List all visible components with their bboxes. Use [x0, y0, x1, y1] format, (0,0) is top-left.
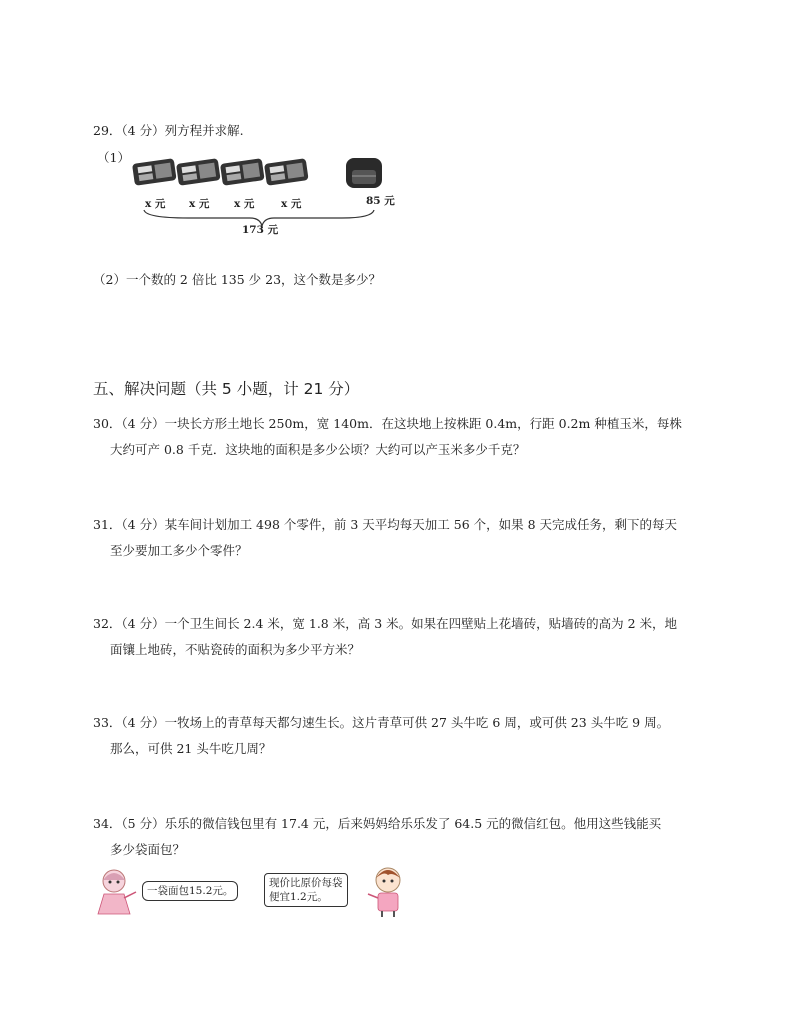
q33-line2: 那么，可供 21 头牛吃几周？: [110, 741, 272, 756]
calc-price-label-3: x 元: [234, 198, 255, 210]
calculator-icon: [264, 158, 309, 186]
total-price-label: 173 元: [242, 224, 279, 236]
bubble-left-text: 一袋面包15.2元。: [147, 885, 234, 897]
calc-price-label-4: x 元: [281, 198, 302, 210]
q30-line2: 大约可产 0.8 千克．这块地的面积是多少公顷？大约可以产玉米多少千克？: [110, 442, 526, 457]
q32-line2: 面镶上地砖，不贴瓷砖的面积为多少平方米？: [110, 642, 361, 657]
speech-bubble-right: [264, 873, 348, 907]
q29-part2: （2）一个数的 2 倍比 135 少 23，这个数是多少？: [93, 272, 382, 287]
q33-line1: 33．（4 分）一牧场上的青草每天都匀速生长。这片青草可供 27 头牛吃 6 周，或可供 23 头牛吃 9 周。: [93, 715, 670, 730]
q30-line1: 30．（4 分）一块长方形土地长 250m，宽 140m．在这块地上按株距 0.4m，行距 0.2m 种植玉米，每株: [93, 416, 682, 431]
girl-icon: [92, 868, 142, 918]
q34-line2: 多少袋面包？: [110, 842, 186, 857]
bag-price-label: 85 元: [366, 195, 395, 207]
calc-price-label-2: x 元: [189, 198, 210, 210]
boy-icon: [362, 866, 412, 918]
q29-part1-label: （1）: [97, 150, 130, 165]
q31-line1: 31．（4 分）某车间计划加工 498 个零件，前 3 天平均每天加工 56 个，如果 8 天完成任务，剩下的每天: [93, 517, 678, 532]
calculator-icon: [176, 158, 221, 186]
girl-figure: [92, 868, 142, 918]
q32-line1: 32．（4 分）一个卫生间长 2.4 米，宽 1.8 米，高 3 米。如果在四壁贴上花墙砖，贴墙砖的高为 2 米，地: [93, 616, 678, 631]
q31-line2: 至少要加工多少个零件？: [110, 543, 248, 558]
q34-line1: 34．（5 分）乐乐的微信钱包里有 17.4 元，后来妈妈给乐乐发了 64.5 元的微信红包。他用这些钱能买: [93, 816, 662, 831]
section-title: 五、解决问题（共 5 小题，计 21 分）: [93, 380, 360, 398]
boy-figure: [362, 866, 412, 918]
speech-bubble-left: [142, 881, 238, 901]
bubble-right-line2: 便宜1.2元。: [269, 891, 328, 903]
q29-title: 29．（4 分）列方程并求解.: [93, 123, 244, 138]
calc-price-label-1: x 元: [145, 198, 166, 210]
calculator-icon: [220, 158, 265, 186]
calculator-icon: [132, 158, 177, 186]
bubble-right-line1: 现价比原价每袋: [269, 877, 343, 889]
backpack-icon: [346, 158, 382, 188]
